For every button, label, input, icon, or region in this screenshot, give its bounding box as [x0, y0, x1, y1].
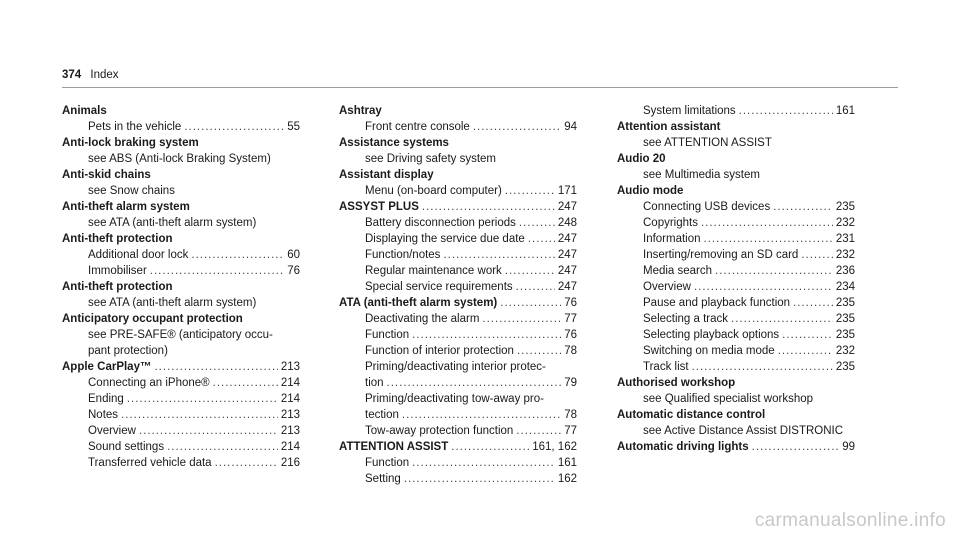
sub-entry-label: Transferred vehicle data — [88, 457, 212, 469]
sub-entry — [617, 247, 855, 263]
page-reference[interactable]: 94 — [564, 121, 577, 133]
sub-entry — [339, 343, 577, 359]
sub-entry — [339, 279, 577, 295]
leader-dots — [139, 423, 278, 439]
entry-heading — [62, 311, 300, 327]
leader-dots — [184, 119, 284, 135]
entry-heading — [62, 135, 300, 151]
entry-title: Apple CarPlay™ — [62, 361, 152, 373]
sub-entry — [62, 455, 300, 471]
page-reference[interactable]: 78 — [564, 409, 577, 421]
sub-entry-label: Overview — [643, 281, 691, 293]
sub-entry-label: Pets in the vehicle — [88, 121, 182, 133]
page-reference[interactable]: 213 — [280, 425, 300, 437]
sub-entry — [339, 215, 577, 231]
page-reference[interactable]: 79 — [564, 377, 577, 389]
sub-entry — [617, 359, 855, 375]
entry-title: Assistant display — [339, 169, 434, 181]
sub-entry-label: Copyrights — [643, 217, 698, 229]
page-reference[interactable]: 213 — [280, 409, 300, 421]
section-title: Index — [90, 69, 119, 81]
sub-entry-label: Immobiliser — [88, 265, 147, 277]
leader-dots — [731, 311, 833, 327]
leader-dots — [402, 407, 561, 423]
index-entry — [62, 359, 300, 471]
header-rule — [62, 87, 898, 88]
sub-entry-label: Ending — [88, 393, 124, 405]
leader-dots — [516, 279, 555, 295]
sub-entry — [339, 327, 577, 343]
sub-entry-label: tion — [365, 377, 384, 389]
sub-entry-label: Sound settings — [88, 441, 165, 453]
leader-dots — [782, 327, 833, 343]
page-number: 374 — [62, 69, 82, 81]
index-column-1 — [62, 103, 300, 471]
sub-entry-label: Track list — [643, 361, 689, 373]
sub-entry — [617, 327, 855, 343]
leader-dots — [505, 263, 555, 279]
page-reference[interactable]: 216 — [280, 457, 300, 469]
sub-entry — [339, 119, 577, 135]
page-reference[interactable]: 161, 162 — [532, 441, 577, 453]
sub-entry-label: Media search — [643, 265, 713, 277]
sub-entry — [339, 423, 577, 439]
leader-dots — [213, 375, 278, 391]
index-entry — [617, 375, 855, 407]
entry-title: Anticipatory occupant protection — [62, 313, 243, 325]
entry-heading — [62, 199, 300, 215]
leader-dots — [443, 247, 554, 263]
see-reference: see ATA (anti-theft alarm system) — [88, 297, 257, 309]
sub-entry-label: tection — [365, 409, 399, 421]
entry-heading — [339, 167, 577, 183]
leader-dots — [801, 247, 832, 263]
page-reference[interactable]: 236 — [835, 265, 855, 277]
entry-heading — [617, 183, 855, 199]
see-reference: see PRE-SAFE® (anticipatory occu- — [88, 329, 273, 341]
footer — [0, 508, 960, 533]
page-reference[interactable]: 248 — [557, 217, 577, 229]
page-reference[interactable]: 99 — [842, 441, 855, 453]
leader-dots — [167, 439, 278, 455]
sub-entry-label: Inserting/removing an SD card — [643, 249, 799, 261]
leader-dots — [500, 295, 561, 311]
index-entry — [62, 279, 300, 311]
entry-title: Anti-theft protection — [62, 281, 173, 293]
sub-entry — [617, 343, 855, 359]
entry-heading — [339, 135, 577, 151]
entry-heading — [62, 359, 300, 375]
index-entry — [617, 119, 855, 151]
entry-heading — [617, 439, 855, 455]
entry-title: Anti-skid chains — [62, 169, 151, 181]
sub-entry — [339, 263, 577, 279]
sub-entry — [339, 183, 577, 199]
index-entry — [339, 103, 577, 135]
leader-dots — [505, 183, 555, 199]
sub-entry-label: Function — [365, 457, 410, 469]
page-reference[interactable]: 214 — [280, 393, 300, 405]
page-reference[interactable]: 247 — [557, 233, 577, 245]
leader-dots — [519, 215, 555, 231]
see-reference: see Driving safety system — [365, 153, 497, 165]
leader-dots — [404, 471, 555, 487]
sub-entry — [62, 263, 300, 279]
leader-dots — [739, 103, 833, 119]
sub-entry — [339, 231, 577, 247]
leader-dots — [528, 231, 555, 247]
entry-title: Assistance systems — [339, 137, 449, 149]
entry-heading — [339, 439, 577, 455]
leader-dots — [412, 455, 555, 471]
leader-dots — [422, 199, 555, 215]
index-column-2 — [339, 103, 577, 487]
see-reference: Priming/deactivating interior protec- — [365, 361, 546, 373]
sub-entry — [617, 215, 855, 231]
sub-entry-label: Displaying the service due date — [365, 233, 525, 245]
sub-entry-label: Connecting an iPhone® — [88, 377, 210, 389]
page-reference[interactable]: 231 — [835, 233, 855, 245]
sub-entry — [617, 103, 855, 119]
index-entry — [62, 135, 300, 167]
sub-entry-label: System limitations — [643, 105, 736, 117]
sub-entry — [62, 391, 300, 407]
page-reference[interactable]: 232 — [835, 249, 855, 261]
sub-entry-label: Function/notes — [365, 249, 441, 261]
page-reference[interactable]: 78 — [564, 345, 577, 357]
page-reference[interactable]: 232 — [835, 345, 855, 357]
sub-entry-label: Deactivating the alarm — [365, 313, 480, 325]
see-reference: see ABS (Anti-lock Braking System) — [88, 153, 271, 165]
index-entry — [617, 103, 855, 119]
watermark: carmanualsonline.info — [754, 510, 946, 531]
leader-dots — [694, 279, 833, 295]
sub-entry-label: Overview — [88, 425, 136, 437]
entry-heading — [339, 295, 577, 311]
page-header — [62, 69, 119, 81]
page-reference[interactable]: 247 — [557, 249, 577, 261]
page-reference[interactable]: 247 — [557, 281, 577, 293]
leader-dots — [387, 375, 562, 391]
entry-title: Anti-theft protection — [62, 233, 173, 245]
index-entry — [62, 311, 300, 359]
page-reference[interactable]: 232 — [835, 217, 855, 229]
sub-entry-label: Special service requirements — [365, 281, 513, 293]
see-reference: see Active Distance Assist DISTRONIC — [643, 425, 844, 437]
leader-dots — [692, 359, 833, 375]
sub-entry — [62, 119, 300, 135]
sub-entry-label: Front centre console — [365, 121, 470, 133]
index-entry — [339, 135, 577, 167]
entry-heading — [617, 151, 855, 167]
leader-dots — [704, 231, 833, 247]
sub-entry-label: Function — [365, 329, 410, 341]
page-reference[interactable]: 162 — [557, 473, 577, 485]
leader-dots — [773, 199, 833, 215]
sub-entry — [617, 311, 855, 327]
sub-entry — [62, 407, 300, 423]
page-reference[interactable]: 77 — [564, 425, 577, 437]
entry-title: Animals — [62, 105, 107, 117]
entry-heading — [617, 375, 855, 391]
index-entry — [62, 231, 300, 279]
entry-heading — [339, 103, 577, 119]
page-reference[interactable]: 214 — [280, 441, 300, 453]
entry-heading — [617, 119, 855, 135]
sub-entry — [617, 263, 855, 279]
leader-dots — [150, 263, 284, 279]
leader-dots — [752, 439, 840, 455]
sub-entry — [339, 471, 577, 487]
leader-dots — [715, 263, 833, 279]
leader-dots — [121, 407, 278, 423]
sub-entry-label: Connecting USB devices — [643, 201, 771, 213]
sub-entry-label: Battery disconnection periods — [365, 217, 516, 229]
index-entry — [339, 167, 577, 199]
sub-entry-label: Information — [643, 233, 701, 245]
sub-entry-label: Tow-away protection function — [365, 425, 514, 437]
page-reference[interactable]: 247 — [557, 201, 577, 213]
index-entry — [339, 295, 577, 439]
sub-entry-label: Selecting a track — [643, 313, 729, 325]
entry-heading — [62, 103, 300, 119]
sub-entry-label: Additional door lock — [88, 249, 189, 261]
sub-entry-label: Setting — [365, 473, 401, 485]
page-reference[interactable]: 234 — [835, 281, 855, 293]
entry-title: ATA (anti-theft alarm system) — [339, 297, 498, 309]
sub-entry-label: Selecting playback options — [643, 329, 780, 341]
sub-entry — [339, 407, 577, 423]
leader-dots — [127, 391, 278, 407]
see-reference: see Multimedia system — [643, 169, 760, 181]
page-reference[interactable]: 76 — [287, 265, 300, 277]
entry-title: Attention assistant — [617, 121, 721, 133]
leader-dots — [701, 215, 833, 231]
leader-dots — [154, 359, 277, 375]
index-entry — [339, 439, 577, 487]
entry-title: Audio mode — [617, 185, 684, 197]
entry-title: Anti-lock braking system — [62, 137, 199, 149]
page-reference[interactable]: 77 — [564, 313, 577, 325]
sub-entry — [339, 455, 577, 471]
index-entry — [62, 103, 300, 135]
leader-dots — [451, 439, 529, 455]
entry-title: Authorised workshop — [617, 377, 736, 389]
index-entry — [617, 151, 855, 183]
entry-title: ATTENTION ASSIST — [339, 441, 449, 453]
sub-entry-label: Regular maintenance work — [365, 265, 502, 277]
page-reference[interactable]: 76 — [564, 297, 577, 309]
index-column-3 — [617, 103, 855, 455]
page-reference[interactable]: 171 — [557, 185, 577, 197]
leader-dots — [516, 423, 561, 439]
page-reference[interactable]: 235 — [835, 329, 855, 341]
leader-dots — [412, 327, 561, 343]
sub-entry-label: Menu (on-board computer) — [365, 185, 502, 197]
entry-title: Anti-theft alarm system — [62, 201, 190, 213]
leader-dots — [191, 247, 284, 263]
entry-heading — [617, 407, 855, 423]
sub-entry — [62, 247, 300, 263]
page-reference[interactable]: 214 — [280, 377, 300, 389]
sub-entry-label: Function of interior protection — [365, 345, 514, 357]
see-reference: see Qualified specialist workshop — [643, 393, 814, 405]
see-reference: pant protection) — [88, 345, 168, 357]
sub-entry — [62, 423, 300, 439]
entry-heading — [62, 231, 300, 247]
sub-entry — [617, 279, 855, 295]
entry-title: ASSYST PLUS — [339, 201, 419, 213]
index-entry — [62, 167, 300, 199]
page-reference[interactable]: 76 — [564, 329, 577, 341]
entry-title: Automatic driving lights — [617, 441, 749, 453]
sub-entry-label: Pause and playback function — [643, 297, 791, 309]
see-reference: see ATTENTION ASSIST — [643, 137, 772, 149]
sub-entry — [62, 375, 300, 391]
index-entry — [617, 407, 855, 439]
leader-dots — [215, 455, 278, 471]
page-reference[interactable]: 247 — [557, 265, 577, 277]
sub-entry — [617, 199, 855, 215]
sub-entry — [617, 231, 855, 247]
page-reference[interactable]: 235 — [835, 313, 855, 325]
leader-dots — [517, 343, 561, 359]
index-entry — [617, 439, 855, 455]
page-reference[interactable]: 235 — [835, 297, 855, 309]
see-reference: see Snow chains — [88, 185, 175, 197]
page-reference[interactable]: 213 — [280, 361, 300, 373]
sub-entry — [339, 375, 577, 391]
entry-heading — [62, 167, 300, 183]
sub-entry — [62, 439, 300, 455]
leader-dots — [482, 311, 561, 327]
entry-heading — [339, 199, 577, 215]
entry-title: Ashtray — [339, 105, 382, 117]
entry-heading — [62, 279, 300, 295]
page-reference[interactable]: 60 — [287, 249, 300, 261]
leader-dots — [793, 295, 833, 311]
see-reference: Priming/deactivating tow-away pro- — [365, 393, 544, 405]
leader-dots — [473, 119, 561, 135]
leader-dots — [778, 343, 833, 359]
page-reference[interactable]: 55 — [287, 121, 300, 133]
index-entry — [617, 183, 855, 375]
entry-title: Automatic distance control — [617, 409, 766, 421]
sub-entry — [617, 295, 855, 311]
page-reference[interactable]: 235 — [835, 201, 855, 213]
see-reference: see ATA (anti-theft alarm system) — [88, 217, 257, 229]
index-entry — [62, 199, 300, 231]
index-entry — [339, 199, 577, 295]
sub-entry — [339, 247, 577, 263]
page-reference[interactable]: 161 — [835, 105, 855, 117]
page-reference[interactable]: 235 — [835, 361, 855, 373]
entry-title: Audio 20 — [617, 153, 666, 165]
sub-entry — [339, 311, 577, 327]
sub-entry-label: Notes — [88, 409, 119, 421]
sub-entry-label: Switching on media mode — [643, 345, 775, 357]
page-reference[interactable]: 161 — [557, 457, 577, 469]
